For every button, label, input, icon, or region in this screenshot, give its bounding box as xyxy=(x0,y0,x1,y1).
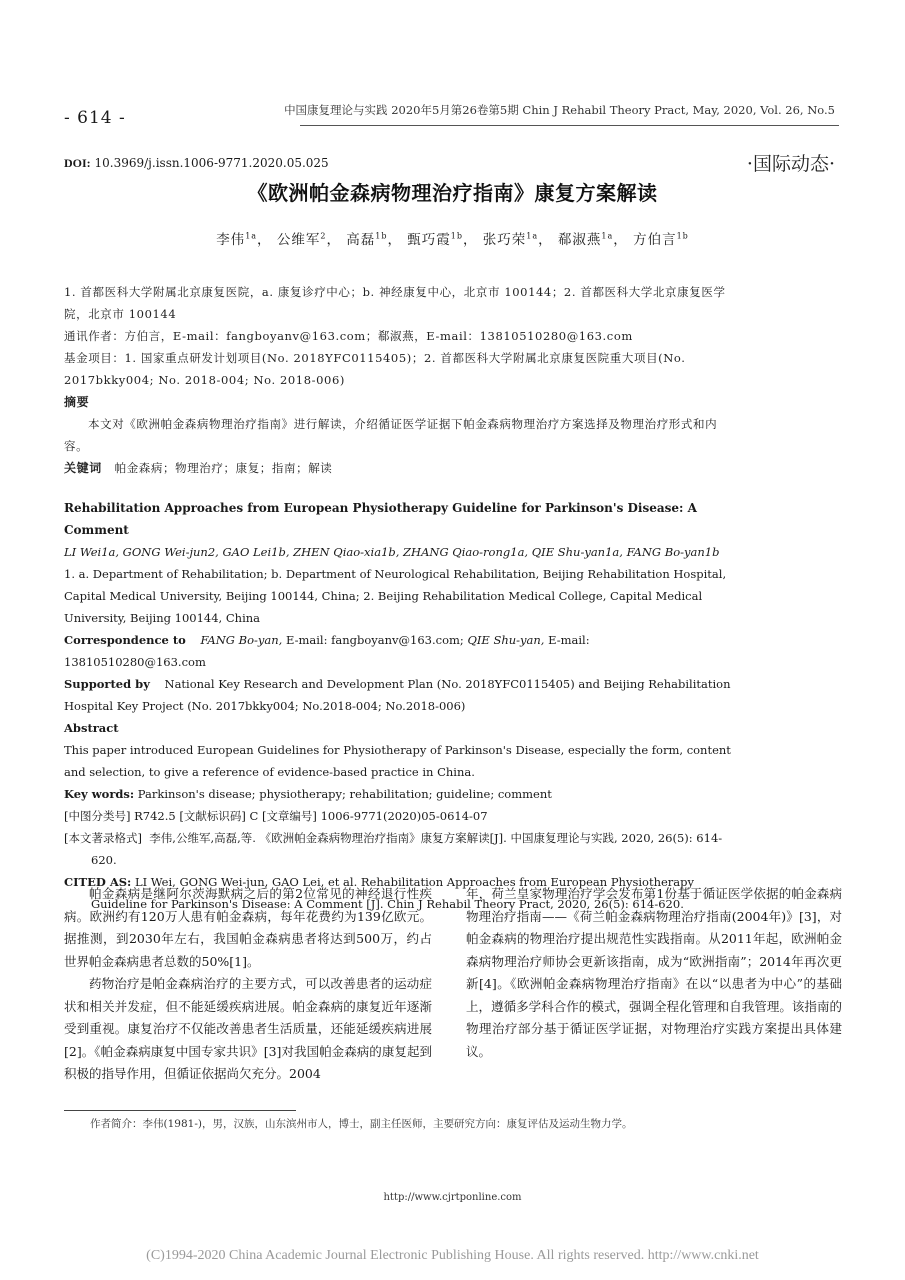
body-paragraph: 帕金森病是继阿尔茨海默病之后的第2位常见的神经退行性疾病。欧洲约有120万人患有帕金森病，每年花费约为139亿欧元。据推测，到2030年左右，我国帕金森病患者将达到500万，约占世界帕金森病患者总数的50%[1]。 xyxy=(64,886,432,969)
supported-by: Supported by National Key Research and Development Plan (No. 2018YFC0115405) and Beijing Rehabilitation Hospital Key Project (No. 2017bkky004; No.2018-004; No.2018-006) xyxy=(64,677,731,713)
doi-line xyxy=(64,156,329,171)
affiliation-en: 1. a. Department of Rehabilitation; b. Department of Neurological Rehabilitation, Beijing Rehabilitation Hospital, Capital Medical University, Beijing 100144, China; 2. Beijing Rehabilitation Medical College, Capital Medical University, Beijing 100144, China xyxy=(64,567,727,625)
doi-label: DOI: xyxy=(64,156,91,170)
abstract-label-en: Abstract xyxy=(64,721,119,735)
citation-en: CITED AS: LI Wei, GONG Wei-jun, GAO Lei, et al. Rehabilitation Approaches from European Physiotherapy Guideline for Parkinson's Disease: A Comment [J]. Chin J Rehabil Theory Pract, 2020, 26(5): 614-620. xyxy=(64,875,695,911)
author-footnote: 作者简介：李伟(1981-)，男，汉族，山东滨州市人，博士，副主任医师，主要研究方向：康复评估及运动生物力学。 xyxy=(90,1118,633,1130)
running-header: 中国康复理论与实践 2020年5月第26卷第5期 Chin J Rehabil Theory Pract, May, 2020, Vol. 26, No.5 xyxy=(284,103,835,117)
citation-cn: [本文著录格式] 李伟,公维军,高磊,等. 《欧洲帕金森病物理治疗指南》康复方案解读[J]. 中国康复理论与实践, 2020, 26(5): 614-620. xyxy=(64,831,723,867)
en-metadata xyxy=(64,497,732,915)
author: 李伟$^{1a}$ xyxy=(216,231,258,248)
keywords-cn: 关键词 帕金森病；物理治疗；康复；指南；解读 xyxy=(64,461,333,475)
classification-line: [中图分类号] R742.5 [文献标识码] C [文章编号] 1006-9771(2020)05-0614-07 xyxy=(64,809,488,823)
keywords-en: Key words: Parkinson's disease; physiotherapy; rehabilitation; guideline; comment xyxy=(64,787,552,801)
footnote-rule xyxy=(64,1110,296,1111)
author: 甄巧霞$^{1b}$ xyxy=(407,231,463,248)
author: 高磊$^{1b}$ xyxy=(346,231,388,248)
correspondence-en: Correspondence to FANG Bo-yan, E-mail: fangboyanv@163.com; QIE Shu-yan, E-mail: 13810510280@163.com xyxy=(64,633,590,669)
page-number: - 614 - xyxy=(64,108,126,128)
author: 郗淑燕$^{1a}$ xyxy=(557,231,614,248)
article-title-cn: 《欧洲帕金森病物理治疗指南》康复方案解读 xyxy=(247,181,658,205)
article-title-en: Rehabilitation Approaches from European Physiotherapy Guideline for Parkinson's Disease: A Comment xyxy=(64,501,697,537)
abstract-en: This paper introduced European Guidelines for Physiotherapy of Parkinson's Disease, especially the form, content and selection, to give a reference of evidence-based practice in China. xyxy=(64,743,731,779)
author-list-en: LI Wei1a, GONG Wei-jun2, GAO Lei1b, ZHEN Qiao-xia1b, ZHANG Qiao-rong1a, QIE Shu-yan1a, FANG Bo-yan1b xyxy=(64,545,720,559)
cn-metadata xyxy=(64,281,732,479)
funding-cn: 基金项目：1. 国家重点研发计划项目(No. 2018YFC0115405)；2. 首都医科大学附属北京康复医院重大项目(No. 2017bkky004; No. 2018-004; No. 2018-006) xyxy=(64,351,686,387)
correspondence-cn: 通讯作者：方伯言，E-mail：fangboyanv@163.com；郗淑燕，E-mail：13810510280@163.com xyxy=(64,329,633,343)
abstract-cn: 本文对《欧洲帕金森病物理治疗指南》进行解读，介绍循证医学证据下帕金森病物理治疗方案选择及物理治疗形式和内容。 xyxy=(64,417,718,453)
abstract-label-cn: 摘要 xyxy=(64,395,90,409)
affiliation-cn: 1. 首都医科大学附属北京康复医院，a. 康复诊疗中心；b. 神经康复中心，北京市 100144；2. 首都医科大学北京康复医学院，北京市 100144 xyxy=(64,285,726,321)
header-rule xyxy=(300,125,839,126)
author: 张巧荣$^{1a}$ xyxy=(482,231,539,248)
body-column-left xyxy=(64,883,432,1086)
body-column-right xyxy=(466,883,842,1063)
body-paragraph: 年，荷兰皇家物理治疗学会发布第1份基于循证医学依据的帕金森病物理治疗指南——《荷兰帕金森病物理治疗指南(2004年)》[3]，对帕金森病的物理治疗提出规范性实践指南。从2011年起，欧洲帕金森病物理治疗师协会更新该指南，成为“欧洲指南”；2014年再次更新[4]。《欧洲帕金森病物理治疗指南》在以“以患者为中心”的基础上，遵循多学科合作的模式，强调全程化管理和自我管理。该指南的物理治疗部分基于循证医学证据，对物理治疗实践方案提出具体建议。 xyxy=(466,886,842,1059)
doi-value[interactable]: 10.3969/j.issn.1006-9771.2020.05.025 xyxy=(94,156,329,170)
copyright-watermark: (C)1994-2020 China Academic Journal Electronic Publishing House. All rights reserved. http://www.cnki.net xyxy=(146,1248,759,1263)
author: 方伯言$^{1b}$ xyxy=(633,231,689,248)
column-tag: ·国际动态· xyxy=(746,153,835,175)
author-list-cn: 李伟$^{1a}$， 公维军$^2$， 高磊$^{1b}$， 甄巧霞$^{1b}$， 张巧荣$^{1a}$， 郗淑燕$^{1a}$， 方伯言$^{1b}$ xyxy=(216,231,689,248)
author: 公维军$^2$ xyxy=(276,231,327,248)
footer-url[interactable]: http://www.cjrtponline.com xyxy=(383,1192,522,1203)
body-paragraph: 药物治疗是帕金森病治疗的主要方式，可以改善患者的运动症状和相关并发症，但不能延缓疾病进展。帕金森病的康复近年逐渐受到重视。康复治疗不仅能改善患者生活质量，还能延缓疾病进展[2]。《帕金森病康复中国专家共识》[3]对我国帕金森病的康复起到积极的指导作用，但循证依据尚欠充分。2004 xyxy=(64,976,432,1081)
